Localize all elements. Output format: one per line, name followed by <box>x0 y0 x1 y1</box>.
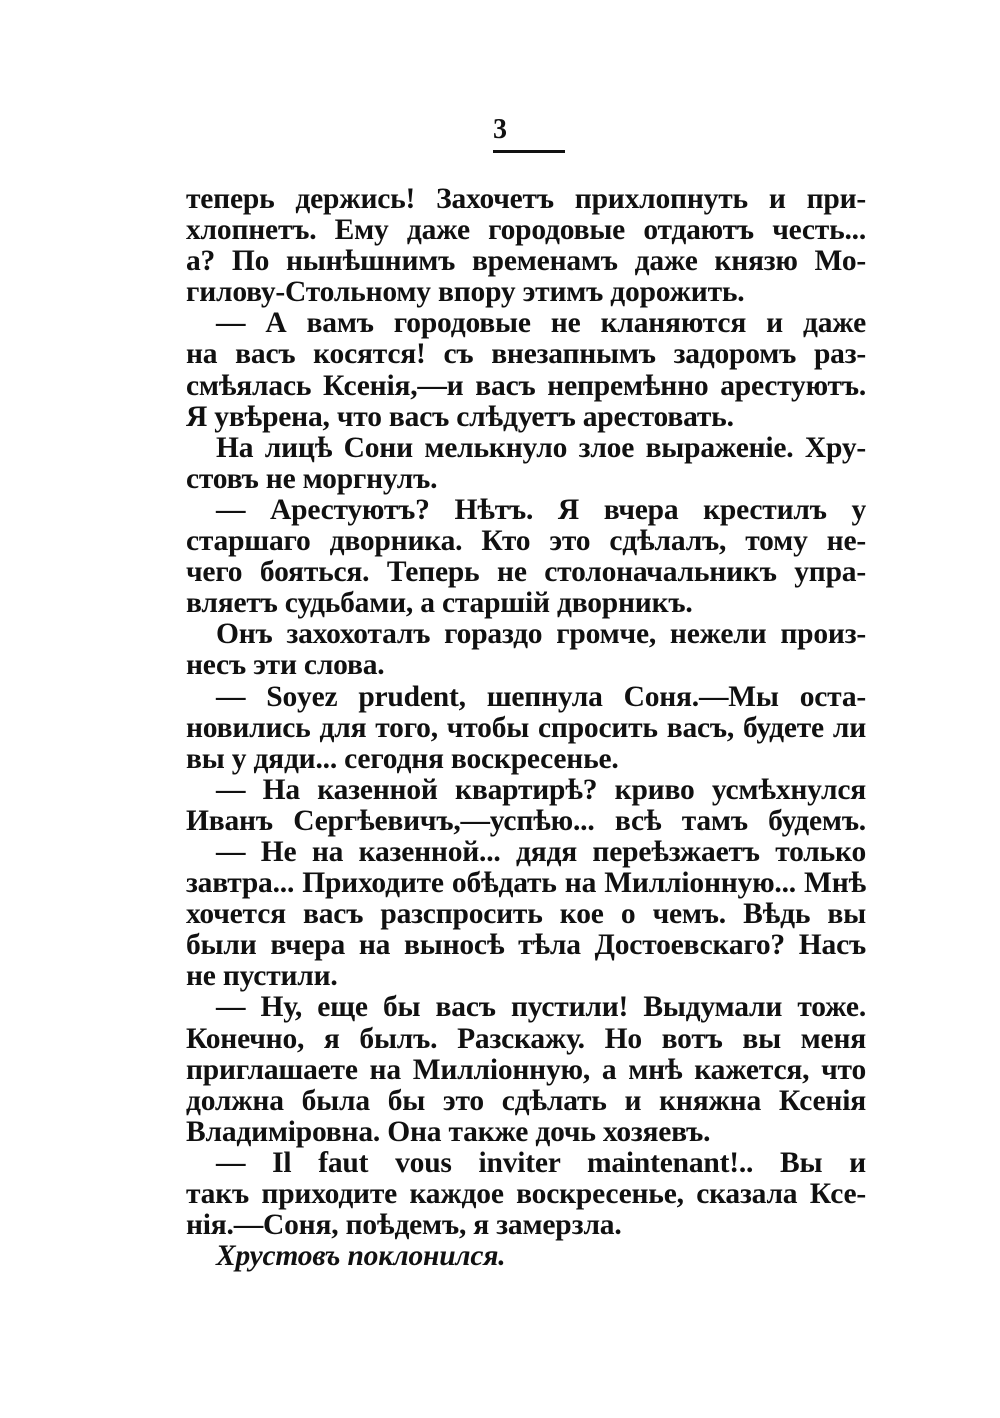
text-line: должна была бы это сдѣлать и княжна Ксенія <box>186 1084 866 1117</box>
text-line: хочется васъ разспросить кое о чемъ. Вѣдь вы <box>186 898 866 931</box>
text-line: Владиміровна. Она также дочь хозяевъ. <box>186 1115 711 1148</box>
text-line: — Не на казенной... дядя переѣзжаетъ только <box>216 835 866 868</box>
text-line: хлопнетъ. Ему даже городовые отдаютъ честь... <box>186 214 866 247</box>
text-line: не пустили. <box>186 960 338 993</box>
text-line: — На казенной квартирѣ? криво усмѣхнулся <box>216 773 866 806</box>
page-number-rule <box>493 150 565 153</box>
text-line: чего бояться. Теперь не столоначальникъ упра- <box>186 556 866 589</box>
text-line: смѣялась Ксенія,—и васъ непремѣнно арестуютъ. <box>186 369 866 402</box>
text-line: вы у дяди... сегодня воскресенье. <box>186 742 619 775</box>
text-line: Конечно, я былъ. Разскажу. Но вотъ вы меня <box>186 1022 866 1055</box>
text-line: Хрустовъ поклонился. <box>216 1240 506 1273</box>
body-text <box>186 184 866 1272</box>
text-line: вляетъ судьбами, а старшій дворникъ. <box>186 587 693 620</box>
text-line: такъ приходите каждое воскресенье, сказала Ксе- <box>186 1178 866 1210</box>
text-line: завтра... Приходите обѣдать на Милліонную... Мнѣ <box>186 867 866 900</box>
text-line: — Ну, еще бы васъ пустили! Выдумали тоже. <box>216 991 866 1024</box>
text-line: — Арестуютъ? Нѣтъ. Я вчера крестилъ у <box>216 493 866 526</box>
text-line: теперь держись! Захочетъ прихлопнуть и при- <box>186 183 866 215</box>
text-line: новились для того, чтобы спросить васъ, будете ли <box>186 711 866 744</box>
text-line: несъ эти слова. <box>186 649 385 682</box>
text-line: — А вамъ городовые не кланяются и даже <box>216 307 866 340</box>
text-line: приглашаете на Милліонную, а мнѣ кажется, что <box>186 1053 866 1086</box>
text-line: на васъ косятся! съ внезапнымъ задоромъ раз- <box>186 338 866 371</box>
text-line: были вчера на выносѣ тѣла Достоевскаго? Насъ <box>186 929 866 962</box>
text-line: Иванъ Сергѣевичъ,—успѣю... всѣ тамъ будемъ. <box>186 804 866 837</box>
text-line: — Il faut vous inviter maintenant!.. Вы и <box>216 1146 866 1179</box>
text-line: На лицѣ Сони мелькнуло злое выраженіе. Хру- <box>216 431 866 464</box>
text-line: — Soyez prudent, шепнула Соня.—Мы оста- <box>216 680 866 713</box>
text-line: гилову-Стольному впору этимъ дорожить. <box>186 276 745 309</box>
text-line: нія.—Соня, поѣдемъ, я замерзла. <box>186 1209 622 1242</box>
text-line: Онъ захохоталъ гораздо громче, нежели произ- <box>216 618 866 651</box>
page-number: 3 <box>493 114 507 145</box>
text-line: стовъ не моргнулъ. <box>186 462 438 495</box>
text-line: а? По нынѣшнимъ временамъ даже князю Мо- <box>186 245 866 278</box>
text-line: Я увѣрена, что васъ слѣдуетъ арестовать. <box>186 400 734 433</box>
text-line: старшаго дворника. Кто это сдѣлалъ, тому не- <box>186 525 866 558</box>
